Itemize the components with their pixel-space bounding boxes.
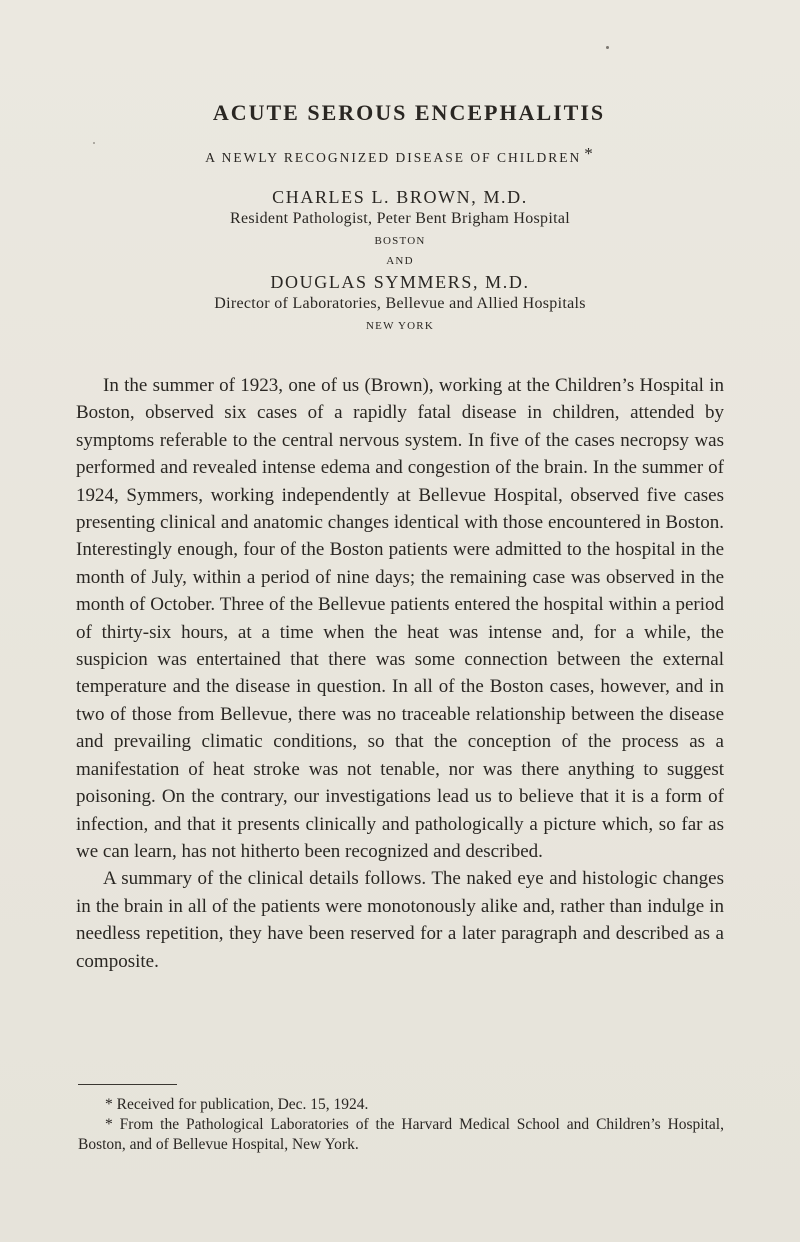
author-affiliation: Director of Laboratories, Bellevue and Allied Hospitals (214, 295, 586, 312)
author-name: DOUGLAS SYMMERS, M.D. (270, 272, 530, 292)
footnotes (78, 1095, 724, 1155)
subtitle-text: A NEWLY RECOGNIZED DISEASE OF CHILDREN (205, 150, 582, 165)
author-affiliation: Resident Pathologist, Peter Bent Brigham Hospital (229, 210, 570, 227)
article-subtitle (0, 144, 800, 166)
footnote: * From the Pathological Laboratories of the Harvard Medical School and Children’s Hospital, Boston, and of Bellevue Hospital, New York. (78, 1116, 724, 1153)
article-header (0, 100, 800, 334)
author-city: BOSTON (374, 235, 426, 247)
author-conjunction: AND (386, 255, 414, 267)
article-body (76, 372, 724, 975)
author-name: CHARLES L. BROWN, M.D. (272, 187, 528, 207)
footnote-marker: * (584, 144, 595, 163)
body-paragraph: In the summer of 1923, one of us (Brown), working at the Children’s Hospital in Boston, observed six cases of a rapidly fatal disease in children, attended by symptoms referable to the central nervous system. In five of the cases necropsy was performed and revealed intense edema and congestion of the brain. In the summer of 1924, Symmers, working independently at Bellevue Hospital, observed five cases presenting clinical and anatomic changes identical with those encountered in Boston. Interestingly enough, four of the Boston patients were admitted to the hospital in the month of July, within a period of nine days; the remaining case was observed in the month of October. Three of the Bellevue patients entered the hospital within a period of thirty-six hours, at a time when the heat was intense and, for a while, the suspicion was entertained that there was some connection between the external temperature and the disease in question. In all of the Boston cases, however, and in two of those from Bellevue, there was no traceable relationship between the disease and prevailing climatic conditions, so that the conception of the process as a manifestation of heat stroke was not tenable, nor was there anything to suggest poisoning. On the contrary, our investigations lead us to believe that it is a form of infection, and that it presents clinically and pathologically a picture which, so far as we can learn, has not hitherto been recognized and described. (76, 375, 724, 862)
author-city: NEW YORK (366, 320, 434, 332)
body-paragraph: A summary of the clinical details follows. The naked eye and histologic changes in the brain in all of the patients were monotonously alike and, rather than indulge in needless repetition, they have been reserved for a later paragraph and described as a composite. (76, 868, 724, 972)
paper-speck (606, 46, 609, 49)
article-title: ACUTE SEROUS ENCEPHALITIS (212, 100, 606, 125)
footnote: * Received for publication, Dec. 15, 1924. (105, 1096, 369, 1113)
footnote-divider (78, 1084, 177, 1085)
